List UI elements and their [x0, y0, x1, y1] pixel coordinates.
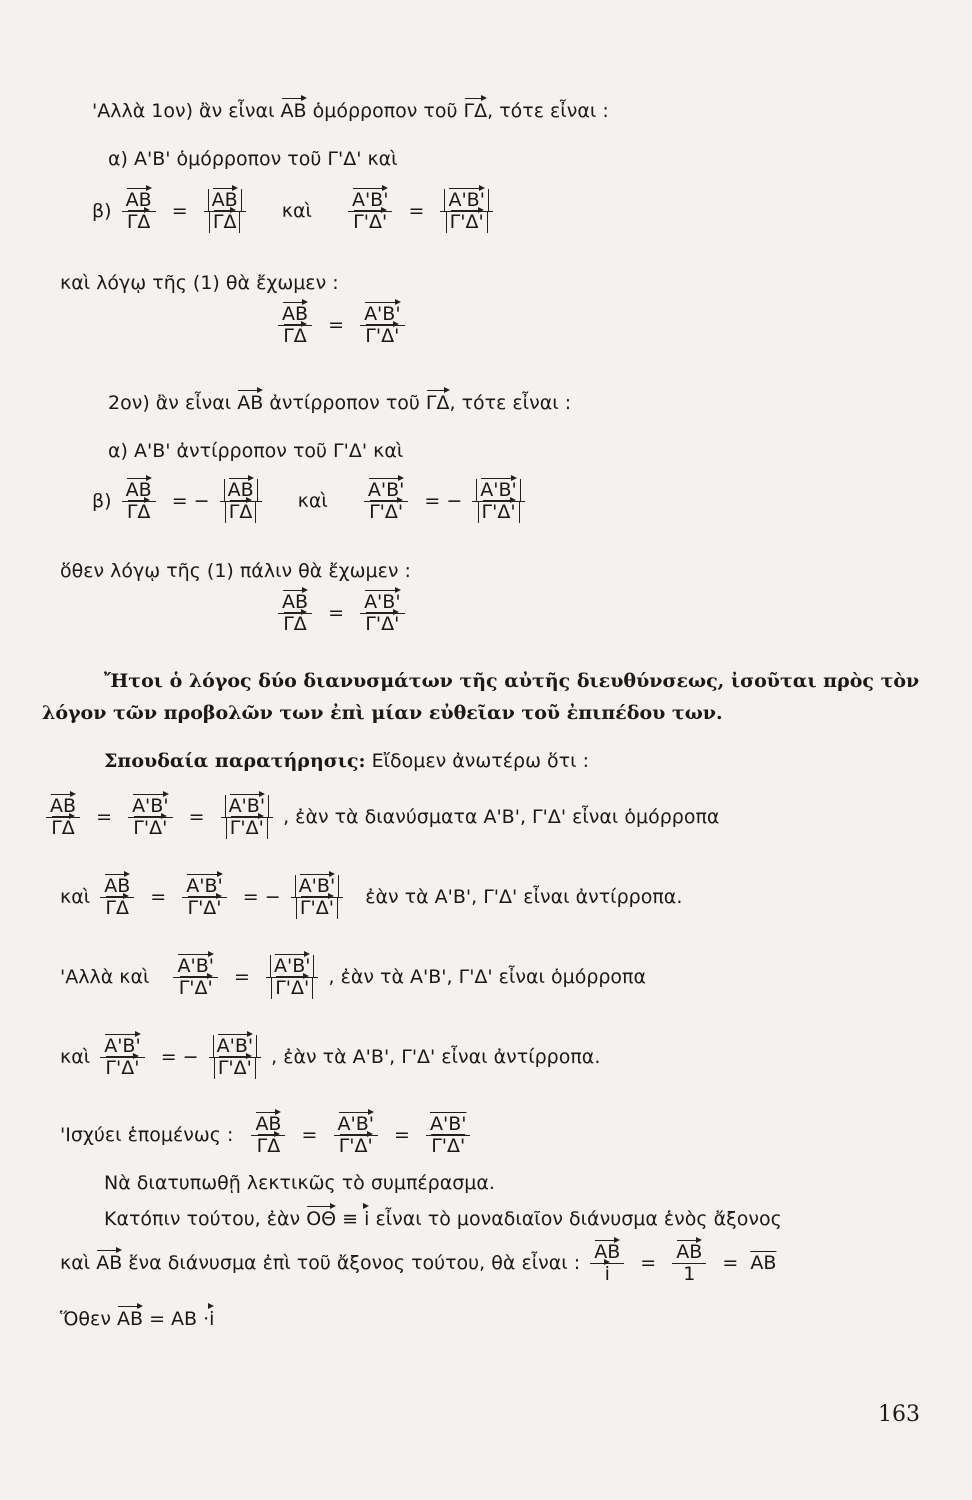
line-text: ὁμόρροπον τοῦ	[306, 100, 464, 122]
vector-symbol: ΓΔ	[228, 500, 253, 523]
vector-symbol: A'B'	[104, 1035, 141, 1057]
vector-symbol: ΓΔ	[283, 612, 307, 635]
operator: =	[242, 885, 259, 908]
operator: =	[188, 805, 205, 828]
fraction	[122, 480, 156, 523]
vector-symbol: AB	[116, 1308, 144, 1330]
vector-symbol: A'B'	[367, 479, 405, 501]
vector-symbol: AB	[255, 1113, 282, 1135]
remark-heading: Σπουδαία παρατήρησις:	[104, 750, 366, 772]
vector-symbol: A'B'	[298, 875, 336, 897]
fraction	[209, 1036, 261, 1079]
vector-symbol: ΓΔ	[105, 896, 130, 919]
line-text: 2ον) ἂν εἶναι	[108, 392, 238, 414]
equation	[60, 1242, 776, 1285]
segment-symbol: $\overline{AB}$	[750, 1251, 777, 1274]
text-line	[60, 1308, 214, 1330]
operator: =	[722, 1251, 739, 1274]
operator: ≡	[336, 1208, 365, 1230]
vector-symbol: AB	[237, 392, 264, 414]
text-line: α) A'B' ὁμόρροπον τοῦ Γ'Δ' καὶ	[108, 148, 398, 170]
fraction	[128, 796, 172, 839]
operator: =	[171, 199, 188, 222]
vector-symbol: ΓΔ	[126, 210, 151, 233]
vector-symbol: ΓΔ	[212, 210, 237, 233]
vector-symbol: A'B'	[364, 303, 401, 325]
fraction	[204, 190, 246, 233]
line-text: , τότε εἶναι :	[487, 100, 609, 122]
vector-symbol: AB	[125, 189, 152, 211]
vector-symbol: Γ'Δ'	[187, 896, 222, 919]
vector-symbol: A'B'	[448, 189, 485, 211]
line-text: , ἐὰν τὰ A'B', Γ'Δ' εἶναι ἀντίρροπα.	[271, 1045, 601, 1068]
vector-symbol: Γ'Δ'	[365, 612, 400, 635]
operator: −	[264, 885, 281, 908]
vector-symbol: ΓΔ	[463, 100, 488, 122]
vector-symbol: A'B'	[364, 591, 401, 613]
segment-symbol: A'B'	[430, 1113, 467, 1135]
conjunction: καὶ	[297, 489, 328, 512]
vector-symbol: OΘ	[306, 1208, 337, 1230]
vector-symbol: ΓΔ	[126, 500, 151, 523]
fraction	[220, 480, 262, 523]
vector-symbol: Γ'Δ'	[365, 324, 400, 347]
conjunction: καὶ	[60, 885, 91, 908]
operator: =	[328, 601, 345, 624]
text-line: ὅθεν λόγῳ τῆς (1) πάλιν θὰ ἔχωμεν :	[60, 560, 411, 582]
line-text: καὶ	[60, 1251, 97, 1274]
line-text: Ὅθεν	[60, 1308, 117, 1330]
vector-symbol: Γ'Δ'	[275, 976, 310, 999]
fraction	[266, 956, 318, 999]
operator: =	[301, 1123, 318, 1146]
operator: =	[150, 885, 167, 908]
vector-symbol: Γ'Δ'	[338, 1134, 373, 1157]
vector-symbol: Γ'Δ'	[369, 500, 404, 523]
operator: =	[640, 1251, 657, 1274]
vector-symbol: A'B'	[273, 955, 311, 977]
vector-symbol: AB	[280, 100, 307, 122]
equation	[274, 592, 409, 635]
operator: =	[160, 1045, 177, 1068]
line-text: 'Αλλὰ 1ον) ἂν εἶναι	[92, 100, 281, 122]
equation	[274, 304, 409, 347]
label: β)	[92, 489, 112, 512]
equation	[42, 796, 719, 839]
label: β)	[92, 199, 112, 222]
text-line: α) A'B' ἀντίρροπον τοῦ Γ'Δ' καὶ	[108, 440, 404, 462]
vector-symbol: Γ'Δ'	[133, 816, 168, 839]
operator: −	[446, 489, 463, 512]
fraction	[364, 480, 408, 523]
vector-symbol: Γ'Δ'	[217, 1056, 252, 1079]
vector-symbol: AB	[50, 795, 77, 817]
fraction	[440, 190, 492, 233]
segment-symbol: Γ'Δ'	[431, 1134, 466, 1157]
vector-symbol: i	[604, 1262, 610, 1285]
operator: =	[424, 489, 441, 512]
fraction	[348, 190, 392, 233]
line-text: = AB ·	[143, 1308, 210, 1330]
fraction	[182, 876, 226, 919]
fraction	[360, 592, 404, 635]
fraction	[100, 1036, 144, 1079]
vector-symbol: A'B'	[177, 955, 214, 977]
equation	[60, 1114, 474, 1157]
line-text: ἐὰν τὰ A'B', Γ'Δ' εἶναι ἀντίρροπα.	[365, 885, 683, 908]
vector-symbol: Γ'Δ'	[481, 500, 516, 523]
number: 1	[683, 1262, 696, 1285]
equation	[92, 190, 497, 233]
line-text: , ἐὰν τὰ A'B', Γ'Δ' εἶναι ὁμόρροπα	[328, 965, 647, 988]
vector-symbol: Γ'Δ'	[299, 896, 334, 919]
fraction	[472, 480, 524, 523]
line-text: , ἐὰν τὰ διανύσματα A'B', Γ'Δ' εἶναι ὁμόρροπα	[283, 805, 720, 828]
vector-symbol: AB	[104, 875, 131, 897]
vector-symbol: Γ'Δ'	[105, 1056, 140, 1079]
vector-symbol: A'B'	[351, 189, 389, 211]
vector-symbol: Γ'Δ'	[449, 210, 484, 233]
vector-symbol: AB	[227, 479, 254, 501]
theorem-line: Ἤτοι ὁ λόγος δύο διανυσμάτων τῆς αὐτῆς διευθύνσεως, ἰσοῦται πρὸς τὸν	[104, 670, 920, 692]
fraction	[590, 1242, 624, 1285]
vector-symbol: AB	[282, 303, 309, 325]
fraction	[173, 956, 217, 999]
line-text: Κατόπιν τούτου, ἐὰν	[104, 1208, 307, 1230]
vector-symbol: Γ'Δ'	[353, 210, 388, 233]
line-text: 'Ισχύει ἑπομένως :	[60, 1123, 234, 1146]
vector-symbol: ΓΔ	[51, 816, 75, 839]
vector-symbol: ΓΔ	[283, 324, 307, 347]
vector-symbol: ΓΔ	[256, 1134, 281, 1157]
vector-symbol: AB	[96, 1251, 123, 1274]
vector-symbol: AB	[282, 591, 309, 613]
conjunction: καὶ	[281, 199, 312, 222]
vector-symbol: A'B'	[216, 1035, 254, 1057]
vector-symbol: AB	[211, 189, 238, 211]
vector-symbol: A'B'	[132, 795, 169, 817]
operator: −	[193, 489, 210, 512]
vector-symbol: A'B'	[337, 1113, 374, 1135]
operator: −	[182, 1045, 199, 1068]
text-line: καὶ λόγῳ τῆς (1) θὰ ἔχωμεν :	[60, 272, 339, 294]
vector-symbol: AB	[676, 1241, 703, 1263]
text-line	[92, 100, 609, 122]
fraction	[672, 1242, 706, 1285]
fraction	[122, 190, 156, 233]
vector-symbol: AB	[594, 1241, 621, 1263]
vector-symbol: Γ'Δ'	[178, 976, 213, 999]
text-line: Νὰ διατυπωθῇ λεκτικῶς τὸ συμπέρασμα.	[104, 1172, 495, 1194]
vector-symbol: A'B'	[480, 479, 517, 501]
fraction	[360, 304, 404, 347]
operator: =	[328, 313, 345, 336]
fraction	[278, 304, 312, 347]
equation	[60, 956, 646, 999]
fraction	[334, 1114, 378, 1157]
line-text: , τότε εἶναι :	[449, 392, 572, 414]
fraction	[221, 796, 273, 839]
text-line	[104, 1208, 782, 1230]
vector-symbol: i	[209, 1308, 215, 1330]
line-text: Εἴδομεν ἀνωτέρω ὅτι :	[365, 750, 589, 772]
line-text: ἀντίρροπον τοῦ	[263, 392, 426, 414]
line-text: ἕνα διάνυσμα ἐπὶ τοῦ ἄξονος τούτου, θὰ εἶναι :	[122, 1251, 581, 1274]
vector-symbol: ΓΔ	[425, 392, 450, 414]
vector-symbol: A'B'	[228, 795, 266, 817]
equation	[60, 1036, 600, 1079]
vector-symbol: AB	[125, 479, 152, 501]
operator: =	[171, 489, 188, 512]
vector-symbol: A'B'	[186, 875, 223, 897]
fraction	[278, 592, 312, 635]
vector-symbol: i	[364, 1208, 370, 1230]
fraction	[291, 876, 343, 919]
text-line	[108, 392, 571, 414]
fraction	[251, 1114, 285, 1157]
equation	[92, 480, 529, 523]
operator: =	[96, 805, 113, 828]
theorem-line: λόγον τῶν προβολῶν των ἐπὶ μίαν εὐθεῖαν τοῦ ἐπιπέδου των.	[42, 702, 723, 724]
conjunction: καὶ	[60, 1045, 91, 1068]
operator: =	[234, 965, 250, 988]
operator: =	[408, 199, 425, 222]
fraction	[426, 1114, 470, 1157]
operator: =	[394, 1123, 410, 1146]
equation	[60, 876, 682, 919]
line-text: εἶναι τὸ μοναδιαῖον διάνυσμα ἑνὸς ἄξονος	[369, 1208, 782, 1230]
fraction	[100, 876, 134, 919]
vector-symbol: Γ'Δ'	[229, 816, 264, 839]
page-number: 163	[878, 1402, 920, 1427]
text-line	[104, 750, 589, 772]
line-text: 'Αλλὰ καὶ	[60, 965, 150, 988]
fraction	[46, 796, 80, 839]
